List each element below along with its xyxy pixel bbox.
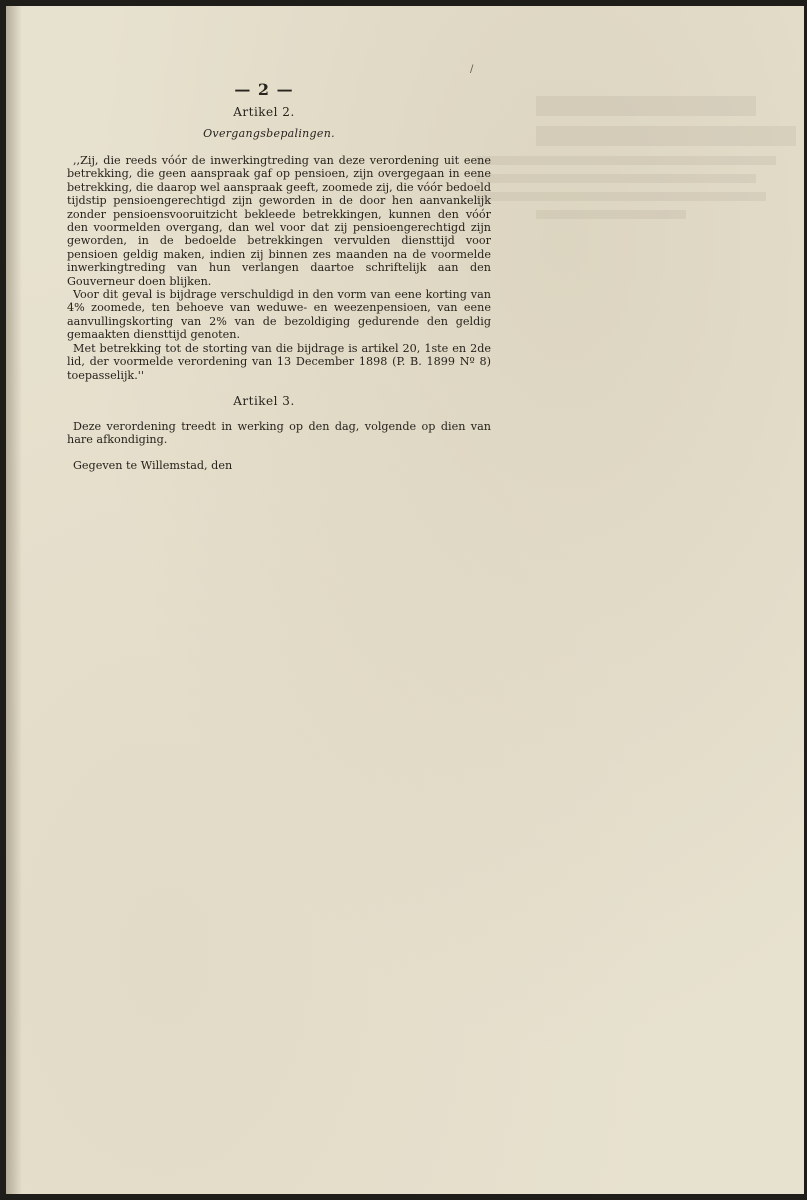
document-content: [67, 80, 491, 472]
ghost-line: [476, 174, 756, 183]
ghost-line: [476, 156, 776, 165]
ghost-title: [536, 96, 756, 116]
article-3-heading: Artikel 3.: [233, 393, 295, 408]
article-2-heading: Artikel 2.: [233, 105, 295, 119]
ghost-title: [536, 126, 796, 146]
stray-mark: /: [470, 64, 474, 75]
closing-line: Gegeven te Willemstad, den: [73, 458, 233, 472]
paragraph-effective-date: Deze verordening treedt in werking op den dag, volgende op dien van hare afkondiging.: [67, 419, 491, 447]
ghost-line: [536, 210, 686, 219]
bleed-through-text: [476, 66, 804, 1146]
section-heading: Overgangsbepalingen.: [203, 127, 335, 140]
paragraph-transition-provisions: ,,Zij, die reeds vóór de inwerkingtreding van deze verordening uit eene betrekking, die geen aanspraak gaf op pensioen, zijn overgegaan in eene betrekking, die daarop wel aanspraak geeft, zoomede zij, die vóór bedoeld tijdstip pensioengerechtigd zijn geworden in de door hen aanvankelijk zonder pensioensvooruitzicht bekleede betrekkingen, kunnen den vóór den voormelden overgang, dan wel voor dat zij pensioengerechtigd zijn geworden, in de bedoelde betrekkingen vervulden diensttijd voor pensioen geldig maken, indien zij binnen zes maanden na de voormelde inwerkingtreding van hun verlangen daartoe schriftelijk aan den Gouverneur doen blijken.: [67, 154, 491, 288]
document-page: [6, 6, 804, 1194]
ghost-line: [476, 192, 766, 201]
page-number: — 2 —: [234, 80, 294, 99]
paragraph-contribution: Voor dit geval is bijdrage verschuldigd in den vorm van eene korting van 4% zoomede, ten behoeve van weduwe- en weezenpensioen, van eene aanvullingskorting van 2% van de bezoldiging gedurende den geldig gemaakten diensttijd genoten.: [67, 288, 491, 342]
paragraph-payment: Met betrekking tot de storting van die bijdrage is artikel 20, 1ste en 2de lid, der voormelde verordening van 13 December 1898 (P. B. 1899 Nº 8) toepasselijk.'': [67, 341, 491, 382]
page-shadow: [6, 6, 22, 1194]
